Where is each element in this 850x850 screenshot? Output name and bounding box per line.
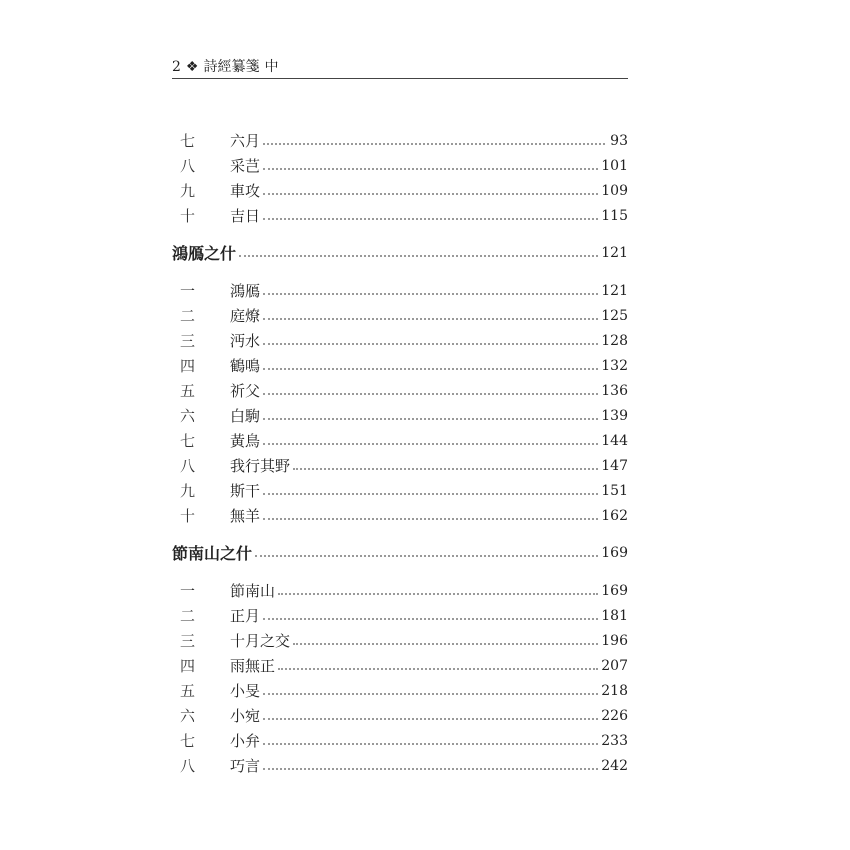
book-title: 詩經纂箋 <box>203 59 260 75</box>
entry-number: 四 <box>180 357 196 375</box>
entry-number: 十 <box>180 507 196 525</box>
entry-title: 六月 <box>230 132 261 150</box>
entry-number: 一 <box>180 582 196 600</box>
section-title: 鴻鴈之什 <box>172 244 237 263</box>
entry-title: 采芑 <box>230 157 261 175</box>
toc-entry[interactable] <box>172 403 628 428</box>
toc-entry[interactable] <box>172 478 628 503</box>
entry-number: 三 <box>180 632 196 650</box>
page-number: 2 <box>172 59 181 75</box>
dot-leader <box>263 518 598 520</box>
page-ref: 121 <box>601 282 628 299</box>
entry-number: 五 <box>180 682 196 700</box>
entry-title: 雨無正 <box>230 657 276 675</box>
dot-leader <box>278 668 598 670</box>
entry-title: 吉日 <box>230 207 261 225</box>
dot-leader <box>263 743 598 745</box>
volume-label: 中 <box>264 59 279 75</box>
page-ref: 93 <box>610 132 628 149</box>
dot-leader <box>263 418 598 420</box>
toc-entry[interactable] <box>172 378 628 403</box>
dot-leader <box>263 193 598 195</box>
entry-number: 二 <box>180 307 196 325</box>
section-title: 節南山之什 <box>172 544 253 563</box>
toc-entry[interactable] <box>172 328 628 353</box>
page-ref: 121 <box>601 244 628 261</box>
toc-entry[interactable] <box>172 128 628 153</box>
entry-title: 正月 <box>230 607 261 625</box>
dot-leader <box>263 218 598 220</box>
dot-leader <box>263 368 598 370</box>
entry-number: 三 <box>180 332 196 350</box>
entry-number: 四 <box>180 657 196 675</box>
page-ref: 109 <box>601 182 628 199</box>
toc-entry[interactable] <box>172 678 628 703</box>
entry-number: 九 <box>180 482 196 500</box>
dot-leader <box>263 718 598 720</box>
page-ref: 144 <box>601 432 628 449</box>
dot-leader <box>293 468 598 470</box>
page-ref: 125 <box>601 307 628 324</box>
entry-number: 七 <box>180 132 196 150</box>
page-ref: 139 <box>601 407 628 424</box>
running-header <box>172 58 628 79</box>
section-heading[interactable] <box>172 540 628 565</box>
entry-title: 我行其野 <box>230 457 291 475</box>
entry-number: 九 <box>180 182 196 200</box>
toc-entry[interactable] <box>172 653 628 678</box>
entry-title: 沔水 <box>230 332 261 350</box>
toc-entry[interactable] <box>172 353 628 378</box>
toc-entry[interactable] <box>172 503 628 528</box>
page-ref: 181 <box>601 607 628 624</box>
toc-entry[interactable] <box>172 703 628 728</box>
entry-number: 十 <box>180 207 196 225</box>
entry-number: 八 <box>180 757 196 775</box>
dot-leader <box>263 168 598 170</box>
dot-leader <box>263 443 598 445</box>
entry-title: 庭燎 <box>230 307 261 325</box>
page-ref: 169 <box>601 544 628 561</box>
toc-entry[interactable] <box>172 603 628 628</box>
table-of-contents <box>172 128 628 778</box>
toc-entry[interactable] <box>172 303 628 328</box>
toc-entry[interactable] <box>172 428 628 453</box>
entry-title: 小宛 <box>230 707 261 725</box>
dot-leader <box>263 768 598 770</box>
entry-title: 白駒 <box>230 407 261 425</box>
dot-leader <box>263 693 598 695</box>
dot-leader <box>263 293 598 295</box>
entry-title: 節南山 <box>230 582 276 600</box>
section-heading[interactable] <box>172 240 628 265</box>
page-ref: 132 <box>601 357 628 374</box>
dot-leader <box>278 593 598 595</box>
dot-leader <box>263 618 598 620</box>
dot-leader <box>263 393 598 395</box>
entry-title: 無羊 <box>230 507 261 525</box>
entry-number: 六 <box>180 407 196 425</box>
toc-entry[interactable] <box>172 153 628 178</box>
toc-entry[interactable] <box>172 453 628 478</box>
page-ref: 242 <box>601 757 628 774</box>
entry-number: 一 <box>180 282 196 300</box>
toc-entry[interactable] <box>172 728 628 753</box>
entry-title: 鴻鴈 <box>230 282 261 300</box>
entry-title: 車攻 <box>230 182 261 200</box>
entry-number: 八 <box>180 457 196 475</box>
page-ref: 218 <box>601 682 628 699</box>
entry-number: 五 <box>180 382 196 400</box>
entry-number: 七 <box>180 732 196 750</box>
dot-leader <box>239 255 598 257</box>
entry-number: 八 <box>180 157 196 175</box>
dot-leader <box>263 318 598 320</box>
page-ref: 115 <box>601 207 628 224</box>
dot-leader <box>293 643 598 645</box>
toc-entry[interactable] <box>172 203 628 228</box>
entry-title: 十月之交 <box>230 632 291 650</box>
entry-number: 二 <box>180 607 196 625</box>
entry-title: 祈父 <box>230 382 261 400</box>
entry-title: 巧言 <box>230 757 261 775</box>
toc-entry[interactable] <box>172 628 628 653</box>
dot-leader <box>263 493 598 495</box>
dot-leader <box>255 555 598 557</box>
entry-title: 鶴鳴 <box>230 357 261 375</box>
entry-number: 七 <box>180 432 196 450</box>
page-ref: 226 <box>601 707 628 724</box>
page-ref: 151 <box>601 482 628 499</box>
entry-title: 小旻 <box>230 682 261 700</box>
page-ref: 233 <box>601 732 628 749</box>
toc-entry[interactable] <box>172 278 628 303</box>
page-ref: 128 <box>601 332 628 349</box>
page-ref: 101 <box>601 157 628 174</box>
page-ref: 196 <box>601 632 628 649</box>
page-ref: 147 <box>601 457 628 474</box>
toc-entry[interactable] <box>172 578 628 603</box>
dot-leader <box>263 143 605 145</box>
entry-number: 六 <box>180 707 196 725</box>
page-ref: 169 <box>601 582 628 599</box>
toc-entry[interactable] <box>172 178 628 203</box>
ornament-icon: ❖ <box>185 59 199 75</box>
entry-title: 斯干 <box>230 482 261 500</box>
toc-entry[interactable] <box>172 753 628 778</box>
entry-title: 小弁 <box>230 732 261 750</box>
entry-title: 黃鳥 <box>230 432 261 450</box>
page-ref: 207 <box>601 657 628 674</box>
page-ref: 162 <box>601 507 628 524</box>
dot-leader <box>263 343 598 345</box>
page-ref: 136 <box>601 382 628 399</box>
